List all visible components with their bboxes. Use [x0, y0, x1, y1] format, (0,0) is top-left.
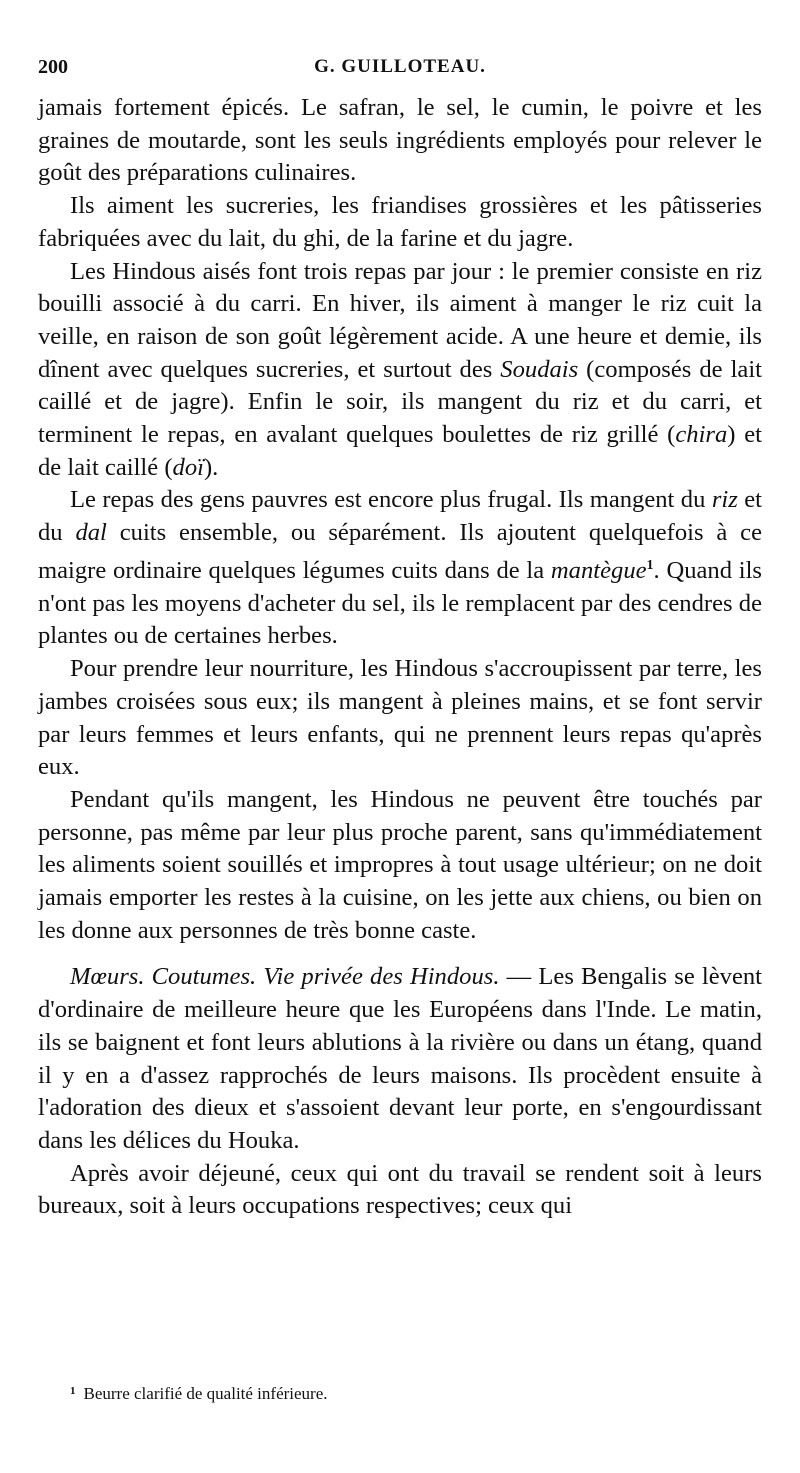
text-run: et du — [38, 486, 762, 547]
paragraph-2: Ils aiment les sucreries, les friandises grossières et les pâtisseries fabriquées avec du lait, du ghi, de la farine et du jagre. — [38, 192, 762, 252]
text-run: ). — [203, 453, 219, 481]
paragraph-6: Pendant qu'ils mangent, les Hindous ne peuvent être touchés par personne, pas même par leur plus proche parent, sans qu'immédiatement les aliments soient souillés et impropres à tout usage ultérieur; on ne doit jamais emporter les restes à la cuisine, on les jette aux chiens, ou bien on les donne aux personnes de très bonne caste. — [38, 785, 762, 944]
paragraph-3 — [38, 256, 762, 485]
text-run: ) et de lait caillé ( — [38, 421, 762, 481]
running-head: G. GUILLOTEAU. — [314, 56, 486, 77]
paragraph-5: Pour prendre leur nourriture, les Hindous s'accroupissent par terre, les jambes croisées sous eux; ils mangent à pleines mains, et se font servir par leurs femmes et leurs enfants, qui ne prennent leurs repas qu'après eux. — [38, 655, 762, 781]
body-text — [38, 92, 762, 1223]
text-run: (composés de lait caillé et de jagre). Enfin le soir, ils mangent du riz et du carri, et terminent le repas, en avalant quelques boulettes de riz grillé ( — [38, 355, 762, 449]
page-header — [38, 56, 762, 86]
text-run: cuits ensemble, ou séparément. Ils ajoutent quelquefois à ce maigre ordinaire quelques légumes cuits dans de la — [38, 519, 762, 585]
footnote-reference[interactable]: 1 — [646, 557, 654, 573]
text-run: — Les Bengalis se lèvent d'ordinaire de meilleure heure que les Européens dans l'Inde. Le matin, ils se baignent et font leurs ablutions à la rivière ou dans un étang, quand il y en a d'assez rapprochés de leurs maisons. Ils procèdent ensuite à l'adoration des dieux et s'assoient devant leur porte, en s'engourdissant dans les délices du Houka. — [38, 963, 762, 1154]
footnote-text: Beurre clarifié de qualité inférieure. — [83, 1384, 328, 1403]
italic-term-doi: doï — [172, 453, 204, 481]
italic-term-dal: dal — [75, 519, 107, 547]
footnote — [70, 1380, 762, 1405]
paragraph-7 — [38, 961, 762, 1157]
text-run: Le repas des gens pauvres est encore plus frugal. Ils mangent du — [70, 486, 712, 514]
italic-term-soudais: Soudais — [500, 355, 579, 383]
italic-term-chira: chira — [675, 421, 728, 449]
paragraph-8: Après avoir déjeuné, ceux qui ont du travail se rendent soit à leurs bureaux, soit à leurs occupations respectives; ceux qui — [38, 1159, 762, 1220]
italic-term-riz: riz — [711, 486, 738, 514]
paragraph-4 — [38, 484, 762, 653]
italic-term-mantegue: mantègue — [550, 557, 647, 585]
page-number: 200 — [38, 56, 68, 78]
section-heading: Mœurs. Coutumes. Vie privée des Hindous. — [70, 963, 500, 991]
paragraph-1: jamais fortement épicés. Le safran, le sel, le cumin, le poivre et les graines de moutarde, sont les seuls ingrédients employés pour relever le goût des préparations culinaires. — [38, 94, 762, 187]
text-run: Les Hindous aisés font trois repas par jour : le premier consiste en riz bouilli associé à du carri. En hiver, ils aiment à manger le riz cuit la veille, en raison de son goût légèrement acide. A une heure et demie, ils dînent avec quelques sucreries, et surtout des — [38, 257, 762, 383]
text-run: . Quand ils n'ont pas les moyens d'acheter du sel, ils le remplacent par des cendres de plantes ou de certaines herbes. — [38, 557, 762, 650]
footnote-marker: 1 — [70, 1385, 76, 1397]
